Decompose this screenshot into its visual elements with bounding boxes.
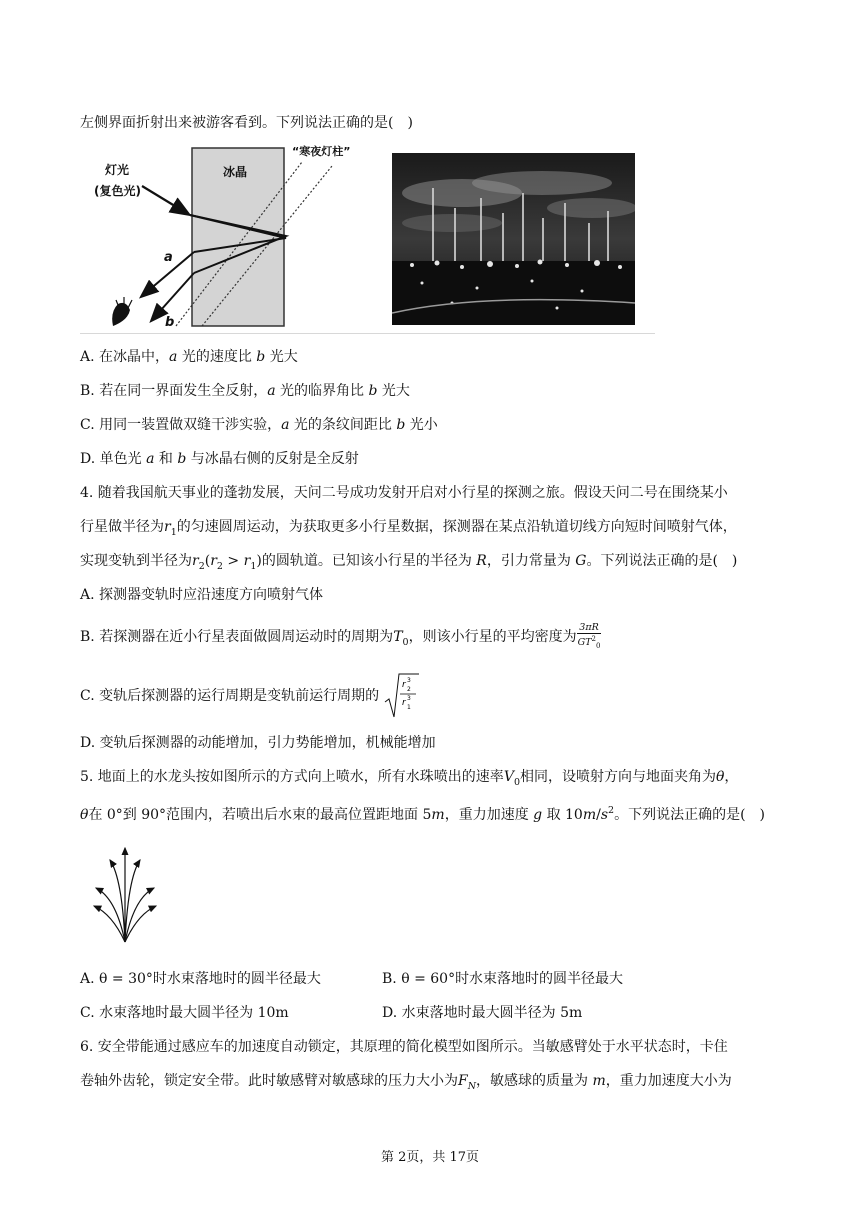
label-a: a [164,250,173,265]
figure-divider [80,333,655,334]
q4-stem-line-1: 4. 随着我国航天事业的蓬勃发展，天问二号成功发射开启对小行星的探测之旅。假设天问二号在围绕某小 [80,485,728,501]
ray-b-exit [152,273,194,320]
sqrt-ratio-formula [384,672,420,720]
q5-option-b: B. θ = 60°时水束落地时的圆半径最大 [382,971,624,987]
label-light-sub: (复色光) [94,184,141,198]
label-pillar: “寒夜灯柱” [292,145,351,158]
q4-stem-line-3: 实现变轨到半径为$r_2(r_2 > r_1)$的圆轨道。已知该小行星的半径为 R，引力常量为 G。下列说法正确的是( ) [80,553,738,572]
q3-option-d: D. 单色光 a 和 b 与冰晶右侧的反射是全反射 [80,451,359,467]
q4-option-c: C. 变轨后探测器的运行周期是变轨前运行周期的 r 3 2 r 3 1 [80,672,420,720]
q3-option-c: C. 用同一装置做双缝干涉实验，a 光的条纹间距比 b 光小 [80,417,438,433]
svg-text:3: 3 [406,695,411,702]
svg-text:r: r [401,680,406,690]
q5-stem-line-1: 5. 地面上的水龙头按如图所示的方式向上喷水，所有水珠喷出的速率$V_0$相同，设喷射方向与地面夹角为θ， [80,769,739,788]
q5-option-a: A. θ = 30°时水束落地时的圆半径最大 [80,971,321,987]
fountain-diagram [88,838,164,948]
svg-text:1: 1 [406,704,411,711]
label-b: b [165,315,175,330]
density-fraction: $\frac{3\pi R}{GT^2_0}$ [577,622,601,651]
q6-stem-line-2: 卷轴外齿轮，锁定安全带。此时敏感臂对敏感球的压力大小为$F_N$，敏感球的质量为 m，重力加速度大小为 [80,1073,732,1092]
q5-stem-line-2: θ在 0°到 90°范围内，若喷出后水束的最高位置距地面 5m，重力加速度 g 取 $10m/s^2$。下列说法正确的是( ) [80,805,766,823]
q3-option-a: A. 在冰晶中，a 光的速度比 b 光大 [80,349,298,365]
q5-option-c: C. 水束落地时最大圆半径为 10m [80,1005,289,1021]
q5-option-d: D. 水束落地时最大圆半径为 5m [382,1005,583,1021]
svg-text:2: 2 [406,686,411,693]
q4-option-d: D. 变轨后探测器的动能增加，引力势能增加，机械能增加 [80,735,436,751]
svg-text:3: 3 [406,677,411,684]
q6-stem-line-1: 6. 安全带能通过感应车的加速度自动锁定，其原理的简化模型如图所示。当敏感臂处于水平状态时，卡住 [80,1039,728,1055]
svg-text:r: r [401,698,406,708]
label-crystal: 冰晶 [223,165,248,179]
label-light: 灯光 [105,163,130,177]
q4-stem-line-2: 行星做半径为$r_1$的匀速圆周运动，为获取更多小行星数据，探测器在某点沿轨道切线方向短时间喷射气体， [80,519,737,538]
eye-icon [112,297,132,326]
q3-stem-tail: 左侧界面折射出来被游客看到。下列说法正确的是( ) [80,115,413,131]
incident-ray [142,186,188,214]
page-footer: 第 2页，共 17页 [380,1150,480,1165]
q4-option-a: A. 探测器变轨时应沿速度方向喷射气体 [80,587,324,603]
ice-crystal-diagram [80,140,380,332]
night-light-pillar-photo [392,153,635,325]
q3-option-b: B. 若在同一界面发生全反射，a 光的临界角比 b 光大 [80,383,410,399]
q4-option-b: B. 若探测器在近小行星表面做圆周运动时的周期为$T_0$，则该小行星的平均密度为 $\frac{3\pi R}{GT^2_0}$ [80,622,601,651]
